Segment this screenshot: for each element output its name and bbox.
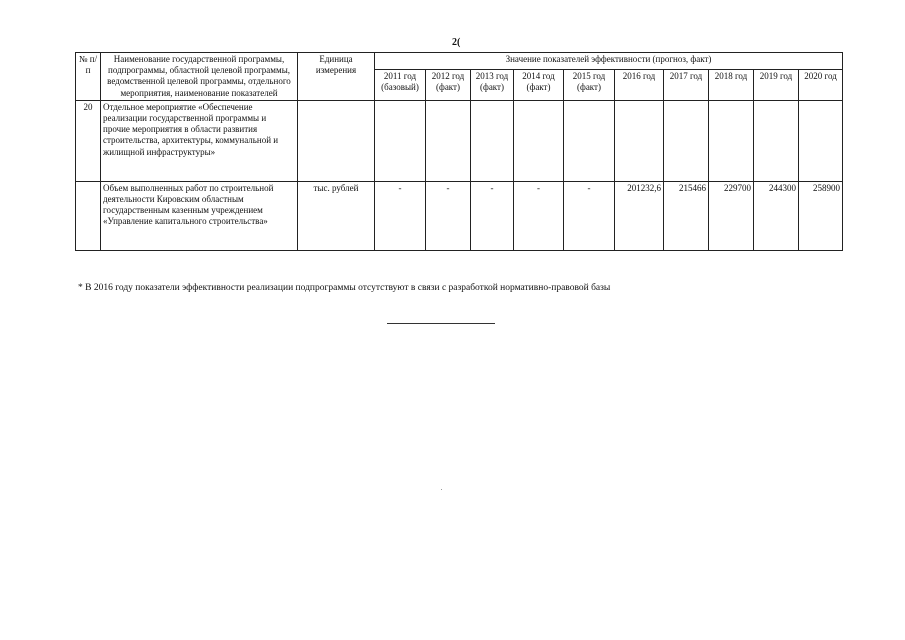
value-cell: - — [471, 181, 514, 250]
indicators-table — [75, 52, 843, 251]
year-label: 2020 год — [804, 71, 837, 82]
header-unit: Единица измерения — [298, 53, 375, 101]
header-year-0 — [375, 70, 426, 101]
header-num: № п/п — [76, 53, 101, 101]
year-note: (базовый) — [381, 82, 419, 93]
header-year-4 — [564, 70, 615, 101]
header-name: Наименование государственной программы, подпрограммы, областной целевой программы, ведомственной целевой программы, отдельного мероприятия, наименование показателей — [101, 53, 298, 101]
scan-speck — [441, 489, 442, 490]
footnote: * В 2016 году показатели эффективности реализации подпрограммы отсутствуют в связи с разработкой нормативно-правовой базы — [78, 283, 611, 293]
year-label: 2016 год — [622, 71, 656, 82]
row-name: Отдельное мероприятие «Обеспечение реализации государственной программы и прочие мероприятия в области развития строительства, архитектуры, коммунальной и жилищной инфраструктуры» — [101, 100, 298, 181]
year-label: 2017 год — [669, 71, 703, 82]
value-cell: 229700 — [709, 181, 754, 250]
value-cell — [471, 100, 514, 181]
value-cell: - — [514, 181, 564, 250]
row-unit — [298, 100, 375, 181]
year-label: 2013 год — [475, 71, 509, 82]
value-cell — [754, 100, 799, 181]
year-label: 2015 год — [572, 71, 606, 82]
value-cell — [799, 100, 843, 181]
year-label: 2011 год — [383, 71, 417, 82]
value-cell — [514, 100, 564, 181]
table-row — [76, 181, 843, 250]
value-cell — [615, 100, 664, 181]
header-year-7 — [709, 70, 754, 101]
year-note: (факт) — [526, 82, 551, 93]
header-year-3 — [514, 70, 564, 101]
year-note: (факт) — [479, 82, 504, 93]
header-year-6 — [664, 70, 709, 101]
value-cell: - — [564, 181, 615, 250]
year-label: 2012 год — [431, 71, 465, 82]
year-label: 2019 год — [759, 71, 793, 82]
value-cell — [709, 100, 754, 181]
value-cell: 215466 — [664, 181, 709, 250]
value-cell: - — [375, 181, 426, 250]
value-cell: 244300 — [754, 181, 799, 250]
table-row — [76, 100, 843, 181]
header-values-group: Значение показателей эффективности (прогноз, факт) — [375, 53, 843, 70]
year-note: (факт) — [576, 82, 601, 93]
value-cell — [664, 100, 709, 181]
row-num — [76, 181, 101, 250]
header-year-5 — [615, 70, 664, 101]
header-year-2 — [471, 70, 514, 101]
header-year-9 — [799, 70, 843, 101]
value-cell: - — [426, 181, 471, 250]
year-label: 2014 год — [522, 71, 555, 82]
value-cell: 201232,6 — [615, 181, 664, 250]
header-year-8 — [754, 70, 799, 101]
row-name: Объем выполненных работ по строительной деятельности Кировским областным государственным казенным учреждением «Управление капитального строительства» — [101, 181, 298, 250]
value-cell — [375, 100, 426, 181]
row-num: 20 — [76, 100, 101, 181]
page-number: 2( — [452, 37, 461, 48]
footer-divider — [387, 323, 495, 324]
row-unit: тыс. рублей — [298, 181, 375, 250]
value-cell: 258900 — [799, 181, 843, 250]
year-label: 2018 год — [714, 71, 748, 82]
value-cell — [564, 100, 615, 181]
year-note: (факт) — [435, 82, 460, 93]
header-year-1 — [426, 70, 471, 101]
value-cell — [426, 100, 471, 181]
header-row-top — [76, 53, 843, 70]
